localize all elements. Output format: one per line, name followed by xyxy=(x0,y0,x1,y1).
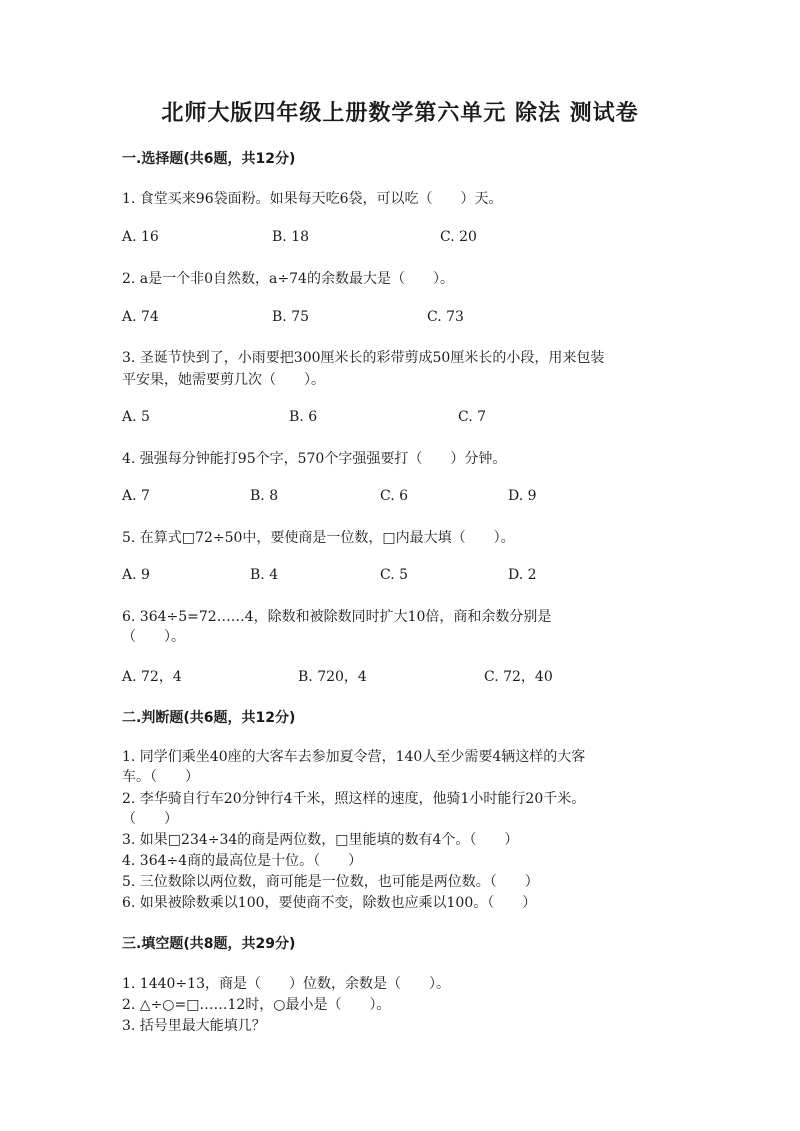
statement-text: （ ） xyxy=(122,811,178,827)
option-c: C. 73 xyxy=(427,309,464,325)
statement-text: 1. 同学们乘坐40座的大客车去参加夏令营，140人至少需要4辆这样的大客 xyxy=(122,749,586,765)
option-b: B. 18 xyxy=(272,229,310,245)
question-text-continued: 平安果，她需要剪几次（ ）。 xyxy=(122,372,325,388)
option-c: C. 7 xyxy=(458,409,487,425)
option-a: A. 72，4 xyxy=(122,669,182,685)
statement-text: 5. 三位数除以两位数，商可能是一位数，也可能是两位数。（ ） xyxy=(122,874,539,890)
statement-text: 3. 如果□234÷34的商是两位数，□里能填的数有4个。（ ） xyxy=(122,832,519,848)
section-header-fill-blank: 三.填空题(共8题，共29分) xyxy=(122,936,296,952)
statement-text: 4. 364÷4商的最高位是十位。（ ） xyxy=(122,853,363,869)
option-d: D. 2 xyxy=(508,567,537,583)
question-text: 4. 强强每分钟能打95个字，570个字强强要打（ ）分钟。 xyxy=(122,451,507,467)
question-text: 3. 圣诞节快到了，小雨要把300厘米长的彩带剪成50厘米长的小段，用来包装 xyxy=(122,350,605,366)
statement-text: 车。（ ） xyxy=(122,769,199,785)
option-a: A. 7 xyxy=(122,488,150,504)
question-text: 2. a是一个非0自然数，a÷74的余数最大是（ ）。 xyxy=(122,271,454,287)
page-title: 北师大版四年级上册数学第六单元 除法 测试卷 xyxy=(161,101,639,126)
option-c: C. 5 xyxy=(380,567,409,583)
option-a: A. 9 xyxy=(122,567,150,583)
option-c: C. 72，40 xyxy=(484,669,553,685)
option-b: B. 6 xyxy=(289,409,318,425)
section-header-judgement: 二.判断题(共6题，共12分) xyxy=(122,710,296,726)
section-header-choice: 一.选择题(共6题，共12分) xyxy=(122,151,296,167)
fill-blank-text: 1. 1440÷13，商是（ ）位数，余数是（ ）。 xyxy=(122,976,450,992)
option-b: B. 4 xyxy=(250,567,279,583)
option-c: C. 20 xyxy=(440,229,477,245)
fill-blank-text: 3. 括号里最大能填几？ xyxy=(122,1018,266,1034)
option-a: A. 74 xyxy=(122,309,159,325)
fill-blank-text: 2. △÷○=□……12时，○最小是（ ）。 xyxy=(122,997,391,1013)
question-text: 1. 食堂买来96袋面粉。如果每天吃6袋，可以吃（ ）天。 xyxy=(122,191,503,207)
question-text: 5. 在算式□72÷50中，要使商是一位数，□内最大填（ ）。 xyxy=(122,530,515,546)
statement-text: 6. 如果被除数乘以100，要使商不变，除数也应乘以100。（ ） xyxy=(122,895,537,911)
option-a: A. 5 xyxy=(122,409,150,425)
option-c: C. 6 xyxy=(380,488,409,504)
option-b: B. 75 xyxy=(272,309,310,325)
option-a: A. 16 xyxy=(122,229,159,245)
statement-text: 2. 李华骑自行车20分钟行4千米，照这样的速度，他骑1小时能行20千米。 xyxy=(122,791,586,807)
question-text-continued: （ ）。 xyxy=(122,629,185,645)
option-b: B. 8 xyxy=(250,488,279,504)
option-b: B. 720，4 xyxy=(298,669,367,685)
option-d: D. 9 xyxy=(508,488,537,504)
question-text: 6. 364÷5=72……4，除数和被除数同时扩大10倍，商和余数分别是 xyxy=(122,609,552,625)
